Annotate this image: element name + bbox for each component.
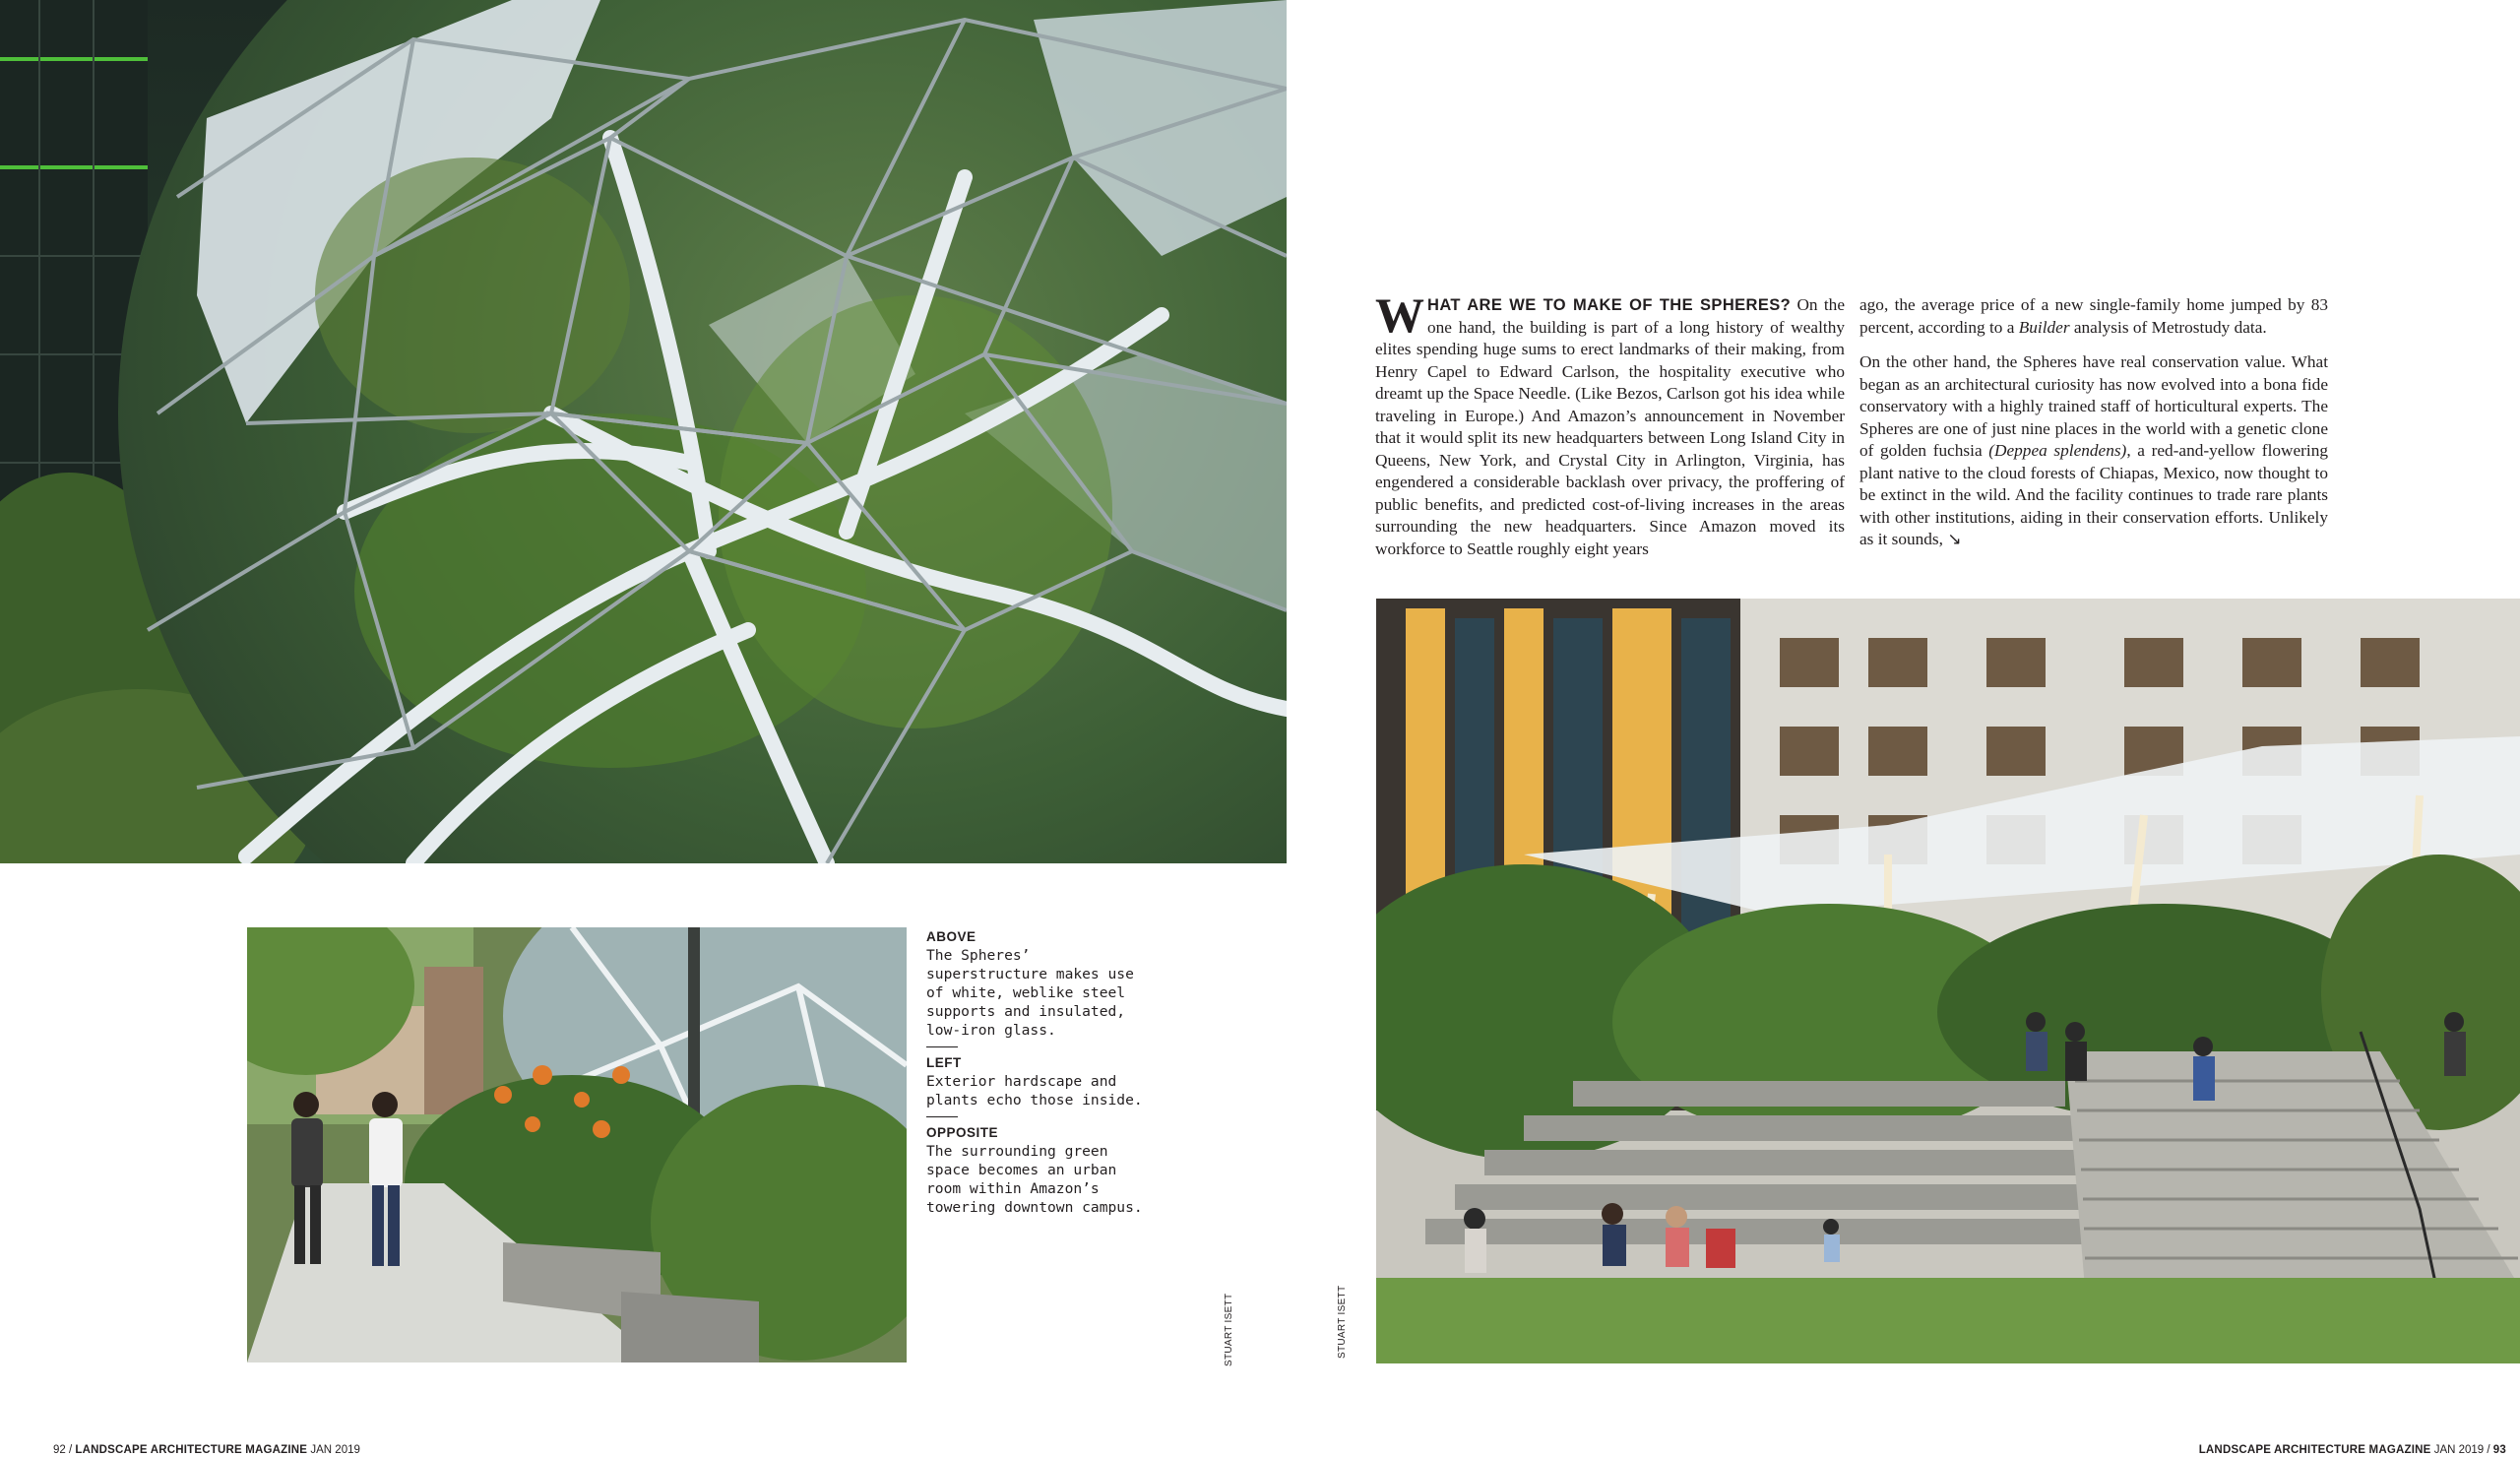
caption-divider	[926, 1116, 958, 1117]
article-paragraph	[1859, 351, 2328, 551]
paragraph-text: On the one hand, the building is part of a long history of wealthy elites spending huge sums to erect landmarks of their making, from Henry Capel to Edward Carlson, the hospitality executive who dreamt up the Space Needle. (Like Bezos, Carlson got his idea while traveling in Europe.) And Amazon’s announcement in November that it would split its new headquarters between Long Island City in Queens, New York, and Crystal City in Arlington, Virginia, has engendered a considerable backlash over privacy, the proffering of public benefits, and predicted cost-of-living increases in the areas surrounding the new headquarters. Since Amazon moved its workforce to Seattle roughly eight years	[1375, 295, 1845, 558]
caption-text: The Spheres’ superstructure makes use of white, weblike steel supports and insulated, low-iron glass.	[926, 947, 1134, 1039]
magazine-name: LANDSCAPE ARCHITECTURE MAGAZINE	[2198, 1444, 2431, 1456]
folio-right	[2199, 1444, 2506, 1456]
italic-text: Builder	[2018, 317, 2070, 337]
page-number: 93	[2492, 1444, 2506, 1456]
caption-divider	[926, 1046, 958, 1047]
drop-cap: W	[1375, 287, 1424, 343]
paragraph-text: analysis of Metrostudy data.	[2069, 317, 2267, 337]
issue-date: JAN 2019	[310, 1444, 360, 1456]
italic-text: (Deppea splendens)	[1988, 441, 2127, 460]
article-column-2	[1859, 294, 2328, 564]
caption-heading: LEFT	[926, 1055, 962, 1070]
article-column-1	[1375, 287, 1845, 573]
caption-text: Exterior hardscape and plants echo those inside.	[926, 1073, 1143, 1109]
caption-above	[926, 927, 1153, 1040]
spheres-photo-art	[0, 0, 1287, 863]
caption-opposite	[926, 1123, 1153, 1217]
paragraph-text: ago, the average price of a new single-family home jumped by 83 percent, according to a	[1859, 295, 2328, 337]
caption-text: The surrounding green space becomes an urban room within Amazon’s towering downtown campus.	[926, 1143, 1143, 1216]
issue-date: JAN 2019 /	[2433, 1444, 2490, 1456]
paragraph-text: On the other hand, the Spheres have real conservation value. What began as an architectural curiosity has now evolved into a bona fide conservatory with a highly trained staff of horticultural experts. The Spheres are one of just nine places in the world with a genetic clone of golden fuchsia	[1859, 352, 2328, 460]
article-paragraph	[1859, 294, 2328, 339]
plaza-photo-art	[1376, 599, 2520, 1363]
walkway-photo	[247, 927, 907, 1362]
photo-captions	[926, 927, 1153, 1217]
plaza-photo	[1376, 599, 2520, 1363]
caption-heading: OPPOSITE	[926, 1125, 999, 1140]
folio-left	[53, 1444, 360, 1456]
magazine-name: LANDSCAPE ARCHITECTURE MAGAZINE	[75, 1444, 308, 1456]
spheres-photo	[0, 0, 1287, 863]
caption-heading: ABOVE	[926, 929, 976, 944]
walkway-photo-art	[247, 927, 907, 1362]
photo-credit-left: STUART ISETT	[1224, 1293, 1234, 1366]
paragraph-text: , a red-and-yellow flowering plant native to the cloud forests of Chiapas, Mexico, now thought to be extinct in the wild. And the facility continues to trade rare plants with other institutions, aiding in their conservation efforts. Unlikely as it sounds,	[1859, 441, 2328, 548]
page-number: 92 /	[53, 1444, 73, 1456]
photo-credit-right: STUART ISETT	[1337, 1285, 1348, 1359]
caption-left	[926, 1053, 1153, 1109]
article-paragraph	[1375, 287, 1845, 560]
lead-in: HAT ARE WE TO MAKE OF THE SPHERES?	[1427, 296, 1792, 314]
continue-arrow-icon: ↘	[1947, 530, 1962, 549]
